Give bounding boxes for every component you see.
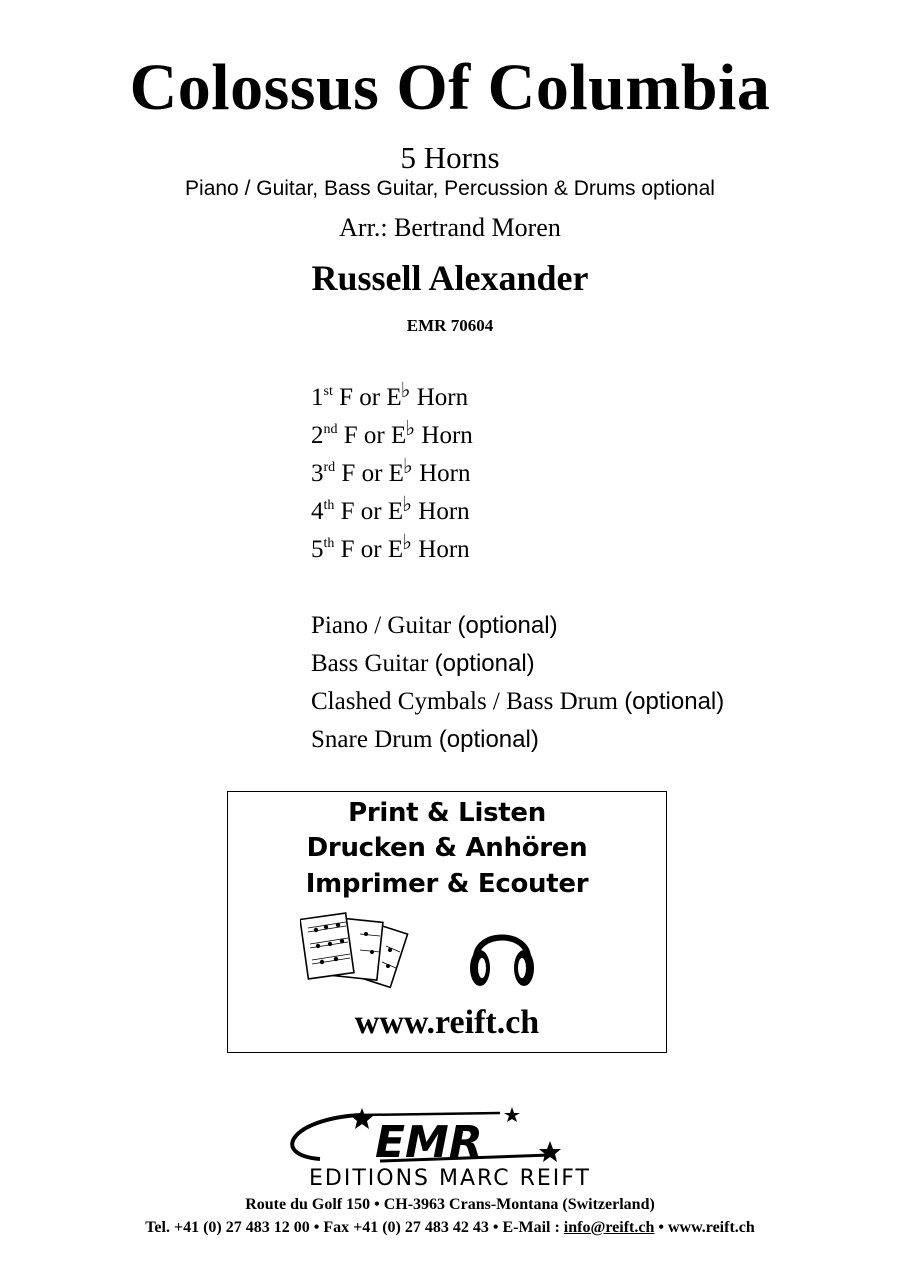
flat-symbol: ♭ xyxy=(405,416,416,440)
optional-note: (optional) xyxy=(438,726,539,753)
catalog-number: EMR 70604 xyxy=(406,316,494,335)
promo-line-german: Drucken & Anhören xyxy=(306,833,588,863)
optional-part-3 xyxy=(311,687,724,717)
flat-symbol: ♭ xyxy=(400,378,411,402)
composer: Russell Alexander xyxy=(311,258,589,298)
emr-logo-text: EMR xyxy=(375,1117,483,1167)
part-instrument: Horn xyxy=(415,422,473,449)
part-ordinal-suffix: nd xyxy=(323,422,338,437)
headphones-icon xyxy=(466,916,538,994)
instrumentation-line: Piano / Guitar, Bass Guitar, Percussion & Drums optional xyxy=(185,177,715,200)
part-ordinal: 4 xyxy=(311,498,324,525)
part-ordinal-suffix: rd xyxy=(323,460,336,475)
publisher-name: EDITIONS MARC REIFT xyxy=(309,1166,591,1191)
publisher-address: Route du Golf 150 • CH-3963 Crans-Montana (Switzerland) xyxy=(245,1196,655,1213)
publisher-contact xyxy=(0,1219,900,1237)
part-ordinal: 5 xyxy=(311,536,324,563)
optional-part-4 xyxy=(311,725,539,755)
part-ordinal-suffix: th xyxy=(323,498,335,513)
optional-part-1 xyxy=(311,611,558,641)
emr-logo xyxy=(250,1105,650,1167)
horn-part-5 xyxy=(311,530,470,565)
page-title: Colossus Of Columbia xyxy=(129,51,771,124)
part-instrument: Horn xyxy=(412,460,471,487)
contact-email-link[interactable]: info@reift.ch xyxy=(563,1219,655,1236)
part-name: Snare Drum xyxy=(311,726,433,753)
part-key: F or E xyxy=(335,460,404,487)
optional-part-2 xyxy=(311,649,535,679)
part-ordinal-suffix: st xyxy=(323,384,333,399)
promo-line-french: Imprimer & Ecouter xyxy=(305,869,589,899)
horn-part-1 xyxy=(311,378,469,413)
part-instrument: Horn xyxy=(410,384,469,411)
contact-website: • www.reift.ch xyxy=(654,1219,755,1236)
part-key: F or E xyxy=(337,422,407,449)
part-ordinal: 3 xyxy=(311,460,324,487)
arranger: Arr.: Bertrand Moren xyxy=(339,213,561,242)
part-instrument: Horn xyxy=(412,498,470,525)
subtitle: 5 Horns xyxy=(400,140,500,175)
part-ordinal-suffix: th xyxy=(323,536,335,551)
part-ordinal: 2 xyxy=(311,422,324,449)
sheet-music-icon xyxy=(300,912,412,992)
optional-note: (optional) xyxy=(624,688,725,715)
flat-symbol: ♭ xyxy=(402,492,413,516)
contact-phone-fax: Tel. +41 (0) 27 483 12 00 • Fax +41 (0) 27 483 42 43 • E-Mail : xyxy=(145,1219,564,1236)
horn-part-4 xyxy=(311,492,470,527)
flat-symbol: ♭ xyxy=(402,454,413,478)
part-instrument: Horn xyxy=(412,536,470,563)
horn-part-2 xyxy=(311,416,473,451)
part-key: F or E xyxy=(334,498,404,525)
part-name: Clashed Cymbals / Bass Drum xyxy=(311,688,618,715)
optional-note: (optional) xyxy=(434,650,535,677)
part-name: Piano / Guitar xyxy=(311,612,452,639)
promo-line-english: Print & Listen xyxy=(348,798,546,828)
part-name: Bass Guitar xyxy=(311,650,429,677)
horn-part-3 xyxy=(311,454,471,489)
optional-note: (optional) xyxy=(457,612,558,639)
part-key: F or E xyxy=(334,536,404,563)
part-ordinal: 1 xyxy=(311,384,324,411)
part-key: F or E xyxy=(332,384,402,411)
flat-symbol: ♭ xyxy=(402,530,413,554)
promo-website[interactable]: www.reift.ch xyxy=(354,1004,540,1041)
print-listen-box xyxy=(227,791,667,1053)
